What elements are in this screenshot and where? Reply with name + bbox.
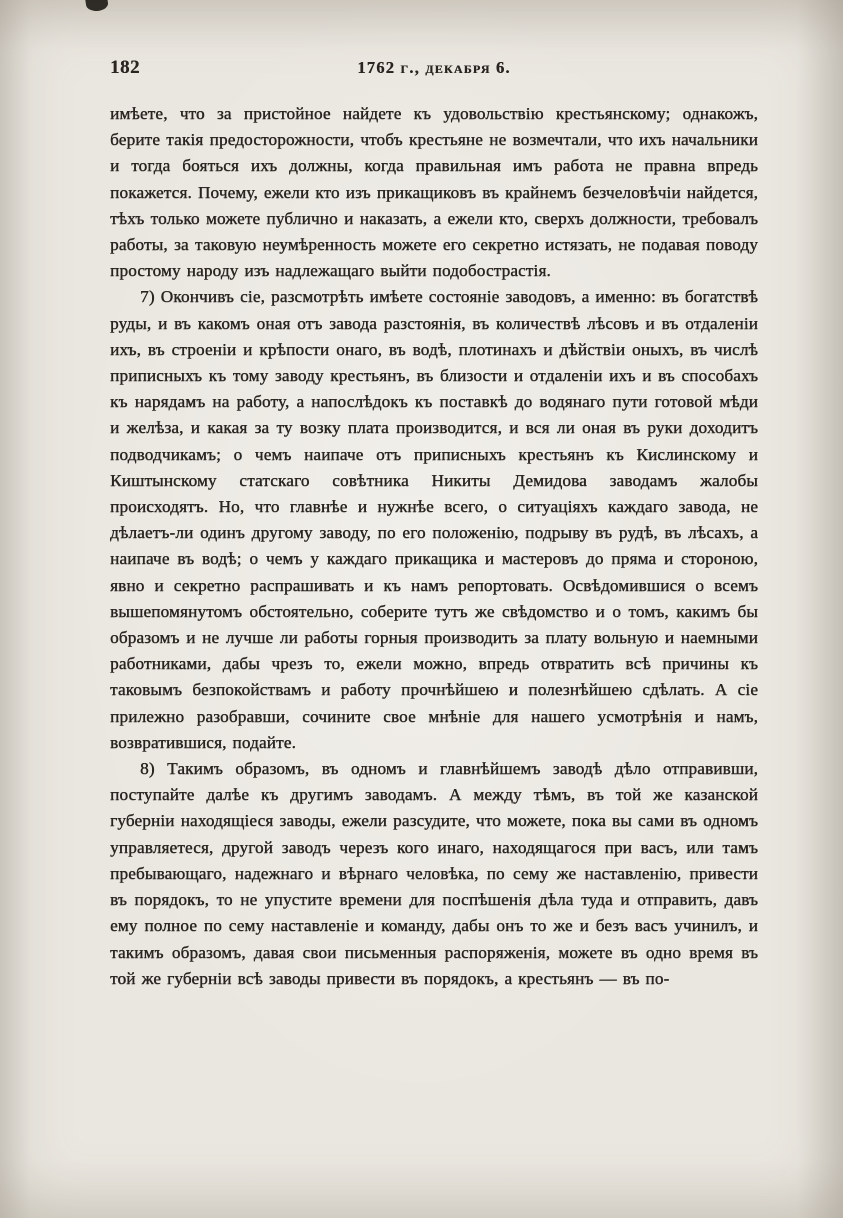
scan-artifact-mark [85,0,109,12]
paragraph-item-7: 7) Окончивъ сіе, разсмотрѣть имѣете состояніе заводовъ, а именно: въ богатствѣ руды, и въ какомъ оная отъ завода разстоянія, въ количествѣ лѣсовъ и въ отдаленіи ихъ, въ строеніи и крѣпости онаго, въ водѣ, плотинахъ и дѣйствіи оныхъ, въ числѣ приписныхъ къ тому заводу крестьянъ, въ близости и отдаленіи ихъ и въ способахъ къ нарядамъ на работу, а напослѣдокъ къ поставкѣ до водянаго пути готовой мѣди и желѣза, и какая за ту возку плата производится, и вся ли оная въ руки доходитъ подводчикамъ; о чемъ наипаче отъ приписныхъ крестьянъ къ Кислинскому и Киштынскому статскаго совѣтника Никиты Демидова заводамъ жалобы происходятъ. Но, что главнѣе и нужнѣе всего, о ситуаціяхъ каждаго завода, не дѣлаетъ-ли одинъ другому заводу, по его положенію, подрыву въ рудѣ, въ лѣсахъ, а наипаче въ водѣ; о чемъ у каждаго прикащика и мастеровъ до пряма и стороною, явно и секретно распрашивать и къ намъ репортовать. Освѣдомившися о всемъ вышепомянутомъ обстоятельно, соберите тутъ же свѣдомство и о томъ, какимъ бы образомъ и не лучше ли работы горныя производить за плату вольную и наемными работниками, дабы чрезъ то, ежели можно, впредь отвратить всѣ причины къ таковымъ безпокойствамъ и работу прочнѣйшею и полезнѣйшею сдѣлать. А сіе прилежно разобравши, сочините свое мнѣніе для нашего усмотрѣнія и намъ, возвратившися, подайте. [110,287,758,752]
scan-edge-shadow-left [0,0,30,1218]
document-text-block [110,101,758,992]
running-title: 1762 г., декабря 6. [357,58,511,77]
page-header [110,57,758,83]
scan-edge-shadow-right [797,0,843,1218]
paragraph-item-8: 8) Такимъ образомъ, въ одномъ и главнѣйшемъ заводѣ дѣло отправивши, поступайте далѣе къ другимъ заводамъ. А между тѣмъ, въ той же казанской губерніи находящіеся заводы, ежели разсудите, что можете, пока вы сами въ одномъ управляетеся, другой заводъ черезъ кого инаго, находящагося при васъ, или тамъ пребывающаго, надежнаго и вѣрнаго человѣка, по сему же наставленію, привести въ порядокъ, то не упустите времени для поспѣшенія дѣла туда и отправить, давъ ему полное по сему наставленіе и команду, дабы онъ то же и безъ васъ учинилъ, и такимъ образомъ, давая свои письменныя распоряженія, можете въ одно время въ той же губерніи всѣ заводы привести въ порядокъ, а крестьянъ — въ по- [110,759,758,988]
paragraph-continuation: имѣете, что за пристойное найдете къ удовольствію крестьянскому; однакожъ, берите такія предосторожности, чтобъ крестьяне не возмечтали, что ихъ начальники и тогда бояться ихъ должны, когда правильная имъ работа не правна впредь покажется. Почему, ежели кто изъ прикащиковъ въ крайнемъ безчеловѣчіи найдется, тѣхъ только можете публично и наказать, а ежели кто, сверхъ должности, требовалъ работы, за таковую неумѣренность можете его секретно истязать, не подавая поводу простому народу изъ надлежащаго выйти подобострастія. [110,104,758,281]
page-number: 182 [110,57,140,78]
